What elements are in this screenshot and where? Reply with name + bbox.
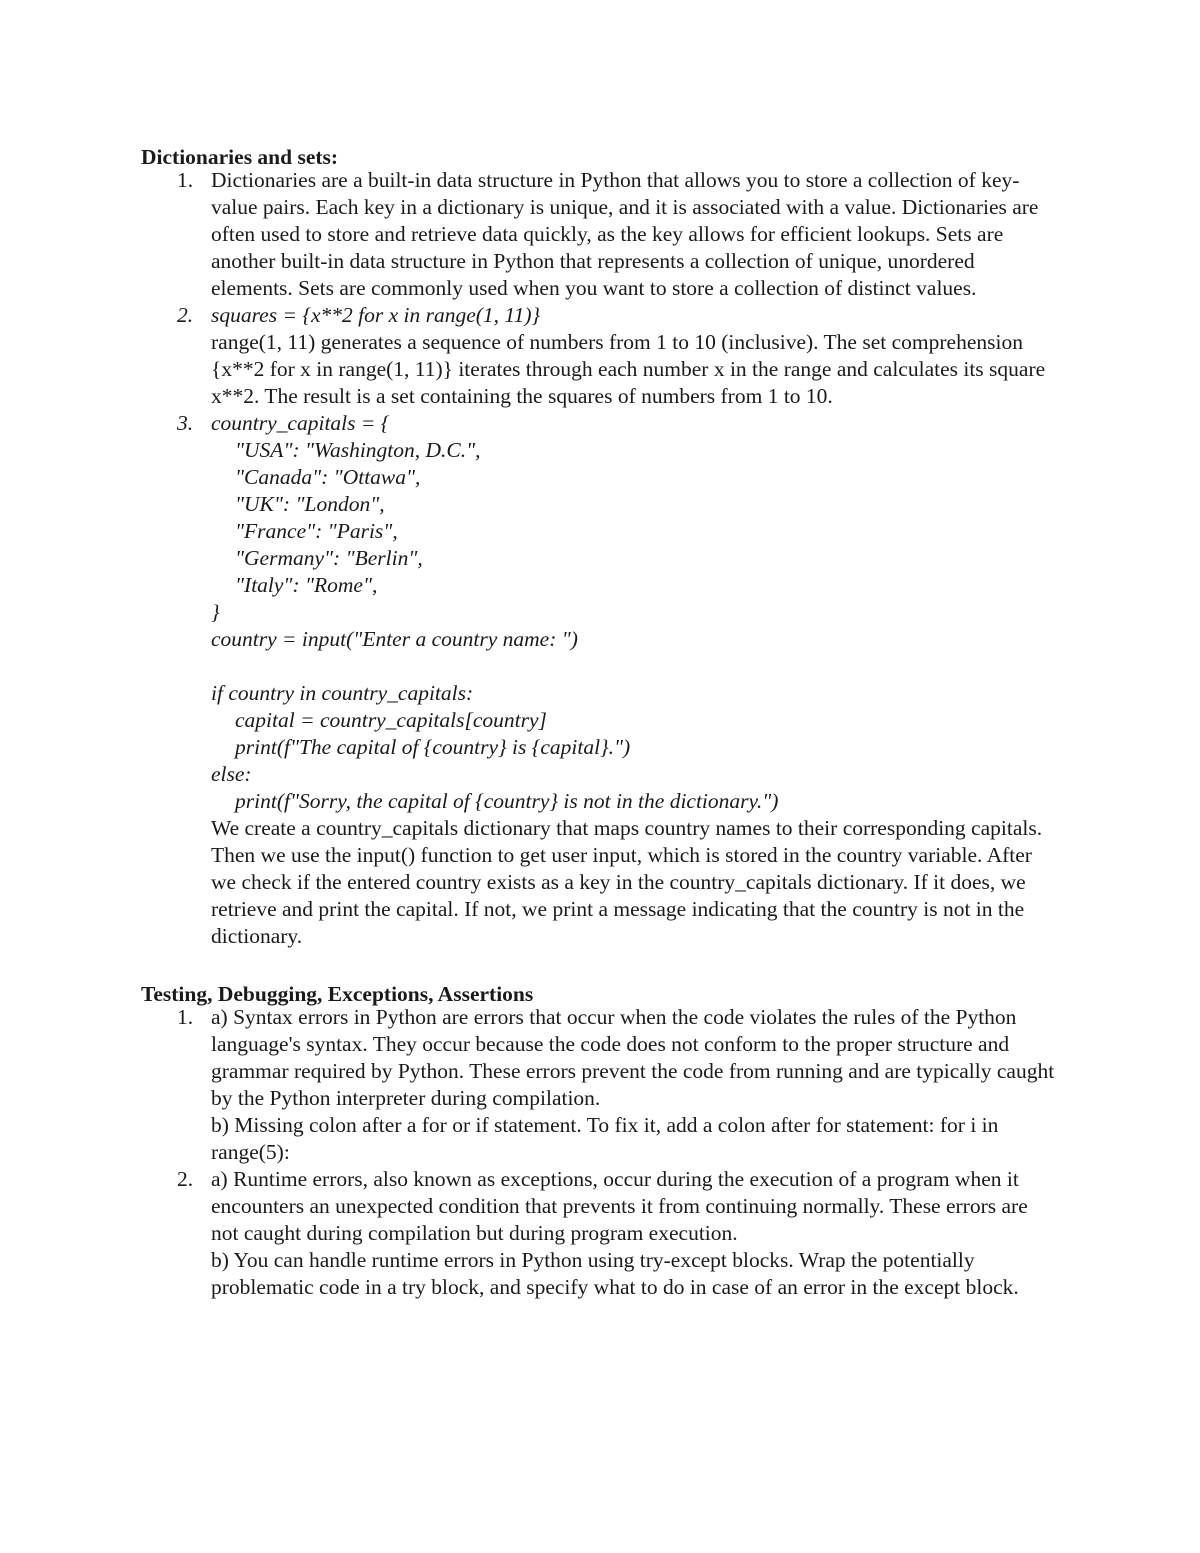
list-number: 2. <box>177 1167 194 1191</box>
section-heading-dictionaries: Dictionaries and sets: <box>141 145 339 169</box>
paragraph: We create a country_capitals dictionary that maps country names to their corresponding capitals. Then we use the input() function to get user input, which is stored in the country variable. After we check if the entered country exists as a key in the country_capitals dictionary. If it does, we retrieve and print the capital. If not, we print a message indicating that the country is not in the dictionary. <box>211 816 1043 948</box>
paragraph: a) Syntax errors in Python are errors that occur when the code violates the rules of the Python language's syntax. They occur because the code does not conform to the proper structure and grammar required by Python. These errors prevent the code from running and are typically caught by the Python interpreter during compilation. <box>211 1005 1055 1110</box>
list-number: 2. <box>177 303 194 327</box>
code-line: if country in country_capitals: <box>211 681 474 705</box>
list-item-testing-2 <box>141 1166 1060 1301</box>
paragraph: Dictionaries are a built-in data structure in Python that allows you to store a collection of key-value pairs. Each key in a dictionary is unique, and it is associated with a value. Dictionaries are often used to store and retrieve data quickly, as the key allows for efficient lookups. Sets are another built-in data structure in Python that represents a collection of unique, unordered elements. Sets are commonly used when you want to store a collection of distinct values. <box>211 168 1039 300</box>
list-number: 3. <box>177 411 194 435</box>
code-line: "Italy": "Rome", <box>235 573 378 597</box>
paragraph: b) You can handle runtime errors in Python using try-except blocks. Wrap the potentially problematic code in a try block, and specify what to do in case of an error in the except block. <box>211 1248 1019 1299</box>
code-line: print(f"Sorry, the capital of {country} is not in the dictionary.") <box>235 789 779 813</box>
list-item-dict-3 <box>141 410 1060 950</box>
code-line: "UK": "London", <box>235 492 385 516</box>
code-line: "Germany": "Berlin", <box>235 546 423 570</box>
code-line: "Canada": "Ottawa", <box>235 465 421 489</box>
code-line: else: <box>211 762 252 786</box>
list-item-dict-1 <box>141 167 1060 302</box>
code-line: country_capitals = { <box>211 411 390 435</box>
code-line: } <box>211 600 220 624</box>
code-line: print(f"The capital of {country} is {capital}.") <box>235 735 631 759</box>
paragraph: b) Missing colon after a for or if statement. To fix it, add a colon after for statement: for i in range(5): <box>211 1113 999 1164</box>
code-line: capital = country_capitals[country] <box>235 708 547 732</box>
list-number: 1. <box>177 168 194 192</box>
code-line: country = input("Enter a country name: ") <box>211 627 578 651</box>
paragraph: a) Runtime errors, also known as exceptions, occur during the execution of a program when it encounters an unexpected condition that prevents it from continuing normally. These errors are not caught during compilation but during program execution. <box>211 1167 1028 1245</box>
blank-line <box>211 653 1060 680</box>
section-heading-testing: Testing, Debugging, Exceptions, Assertions <box>141 982 534 1006</box>
section-gap <box>141 950 1060 977</box>
code-line: "France": "Paris", <box>235 519 398 543</box>
list-item-testing-1 <box>141 1004 1060 1166</box>
list-number: 1. <box>177 1005 194 1029</box>
list-item-dict-2 <box>141 302 1060 410</box>
code-line: "USA": "Washington, D.C.", <box>235 438 481 462</box>
code-line: squares = {x**2 for x in range(1, 11)} <box>211 303 541 327</box>
paragraph: range(1, 11) generates a sequence of numbers from 1 to 10 (inclusive). The set comprehension {x**2 for x in range(1, 11)} iterates through each number x in the range and calculates its square x**2. The result is a set containing the squares of numbers from 1 to 10. <box>211 330 1046 408</box>
